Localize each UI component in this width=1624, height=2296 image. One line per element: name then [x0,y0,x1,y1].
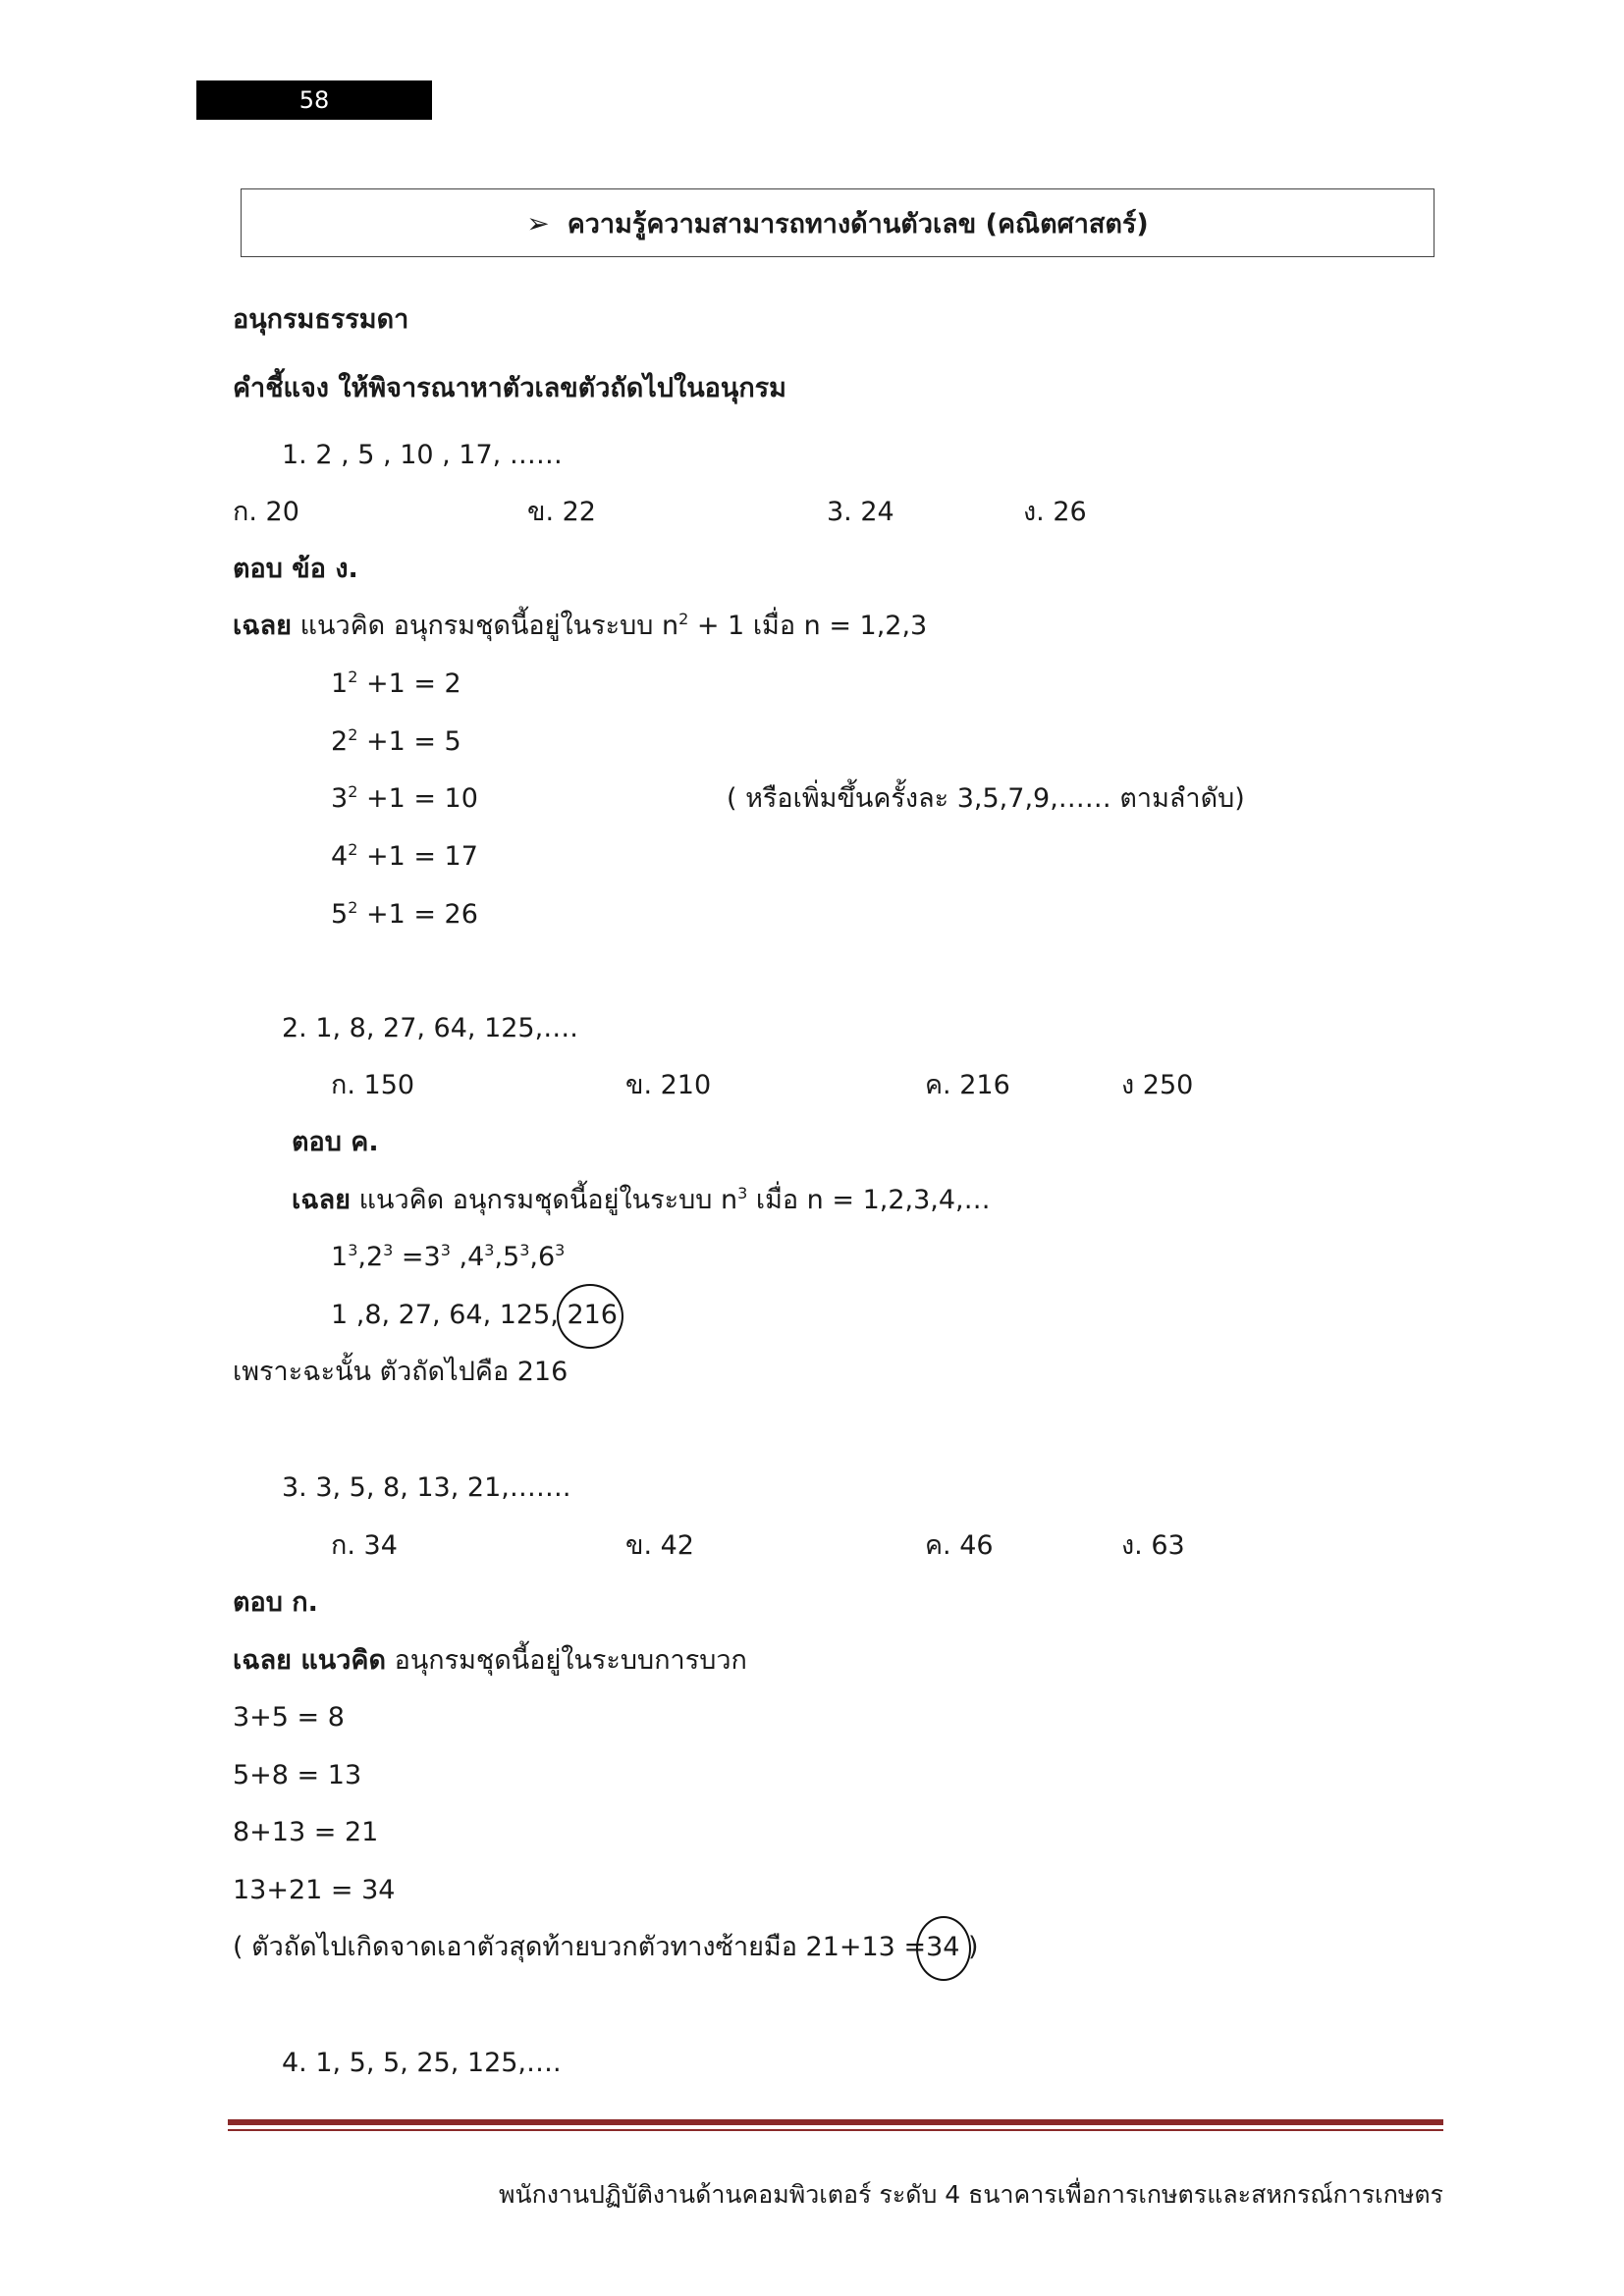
q3-step: 13+21 = 34 [233,1875,396,1905]
q1-choice-a: ก. 20 [233,497,299,527]
q3-note: ( ตัวถัดไปเกิดจาดเอาตัวสุดท้ายบวกตัวทางซ้ายมือ 21+13 =34 ) [233,1930,979,1965]
section-banner [241,188,1435,257]
q1-step: $1^2 +1 = 2$ [331,667,461,699]
q1-question: 1. 2 , 5 , 10 , 17, …… [282,440,563,470]
q1-step: $5^2 +1 = 26$ [331,898,478,930]
q2-conclusion: เพราะฉะนั้น ตัวถัดไปคือ 216 [233,1357,568,1387]
q1-solution-exp: 2 [678,610,689,628]
q1-step: $4^2 +1 = 17$ [331,840,478,872]
q1-note: ( หรือเพิ่มขึ้นครั้งละ 3,5,7,9,…… ตามลำดับ) [727,783,1245,814]
q1-solution-text-a: แนวคิด อนุกรมชุดนี้อยู่ในระบบ n [292,611,679,641]
q2-choice-d: ง 250 [1121,1070,1194,1100]
section-title: อนุกรมธรรมดา [233,304,409,335]
footer-rule-thin [228,2129,1443,2131]
q1-answer: ตอบ ข้อ ง. [233,554,358,584]
q1-solution-label: เฉลย [233,611,292,641]
q1-choice-c: 3. 24 [827,497,894,527]
q2-solution-text-a: แนวคิด อนุกรมชุดนี้อยู่ในระบบ n [351,1185,738,1215]
q3-solution-text: อนุกรมชุดนี้อยู่ในระบบการบวก [386,1645,747,1676]
q3-solution [233,1643,747,1679]
q3-answer: ตอบ ก. [233,1587,318,1618]
q3-choice-c: ค. 46 [925,1530,994,1561]
q3-solution-label: เฉลย แนวคิด [233,1645,387,1676]
q2-question: 2. 1, 8, 27, 64, 125,…. [282,1013,578,1043]
instruction: คำชี้แจง ให้พิจารณาหาตัวเลขตัวถัดไปในอนุกรม [233,373,786,403]
q4-question: 4. 1, 5, 5, 25, 125,…. [282,2048,562,2078]
page-number: 58 [196,80,432,120]
arrow-bullet-icon: ➢ [526,206,550,240]
q2-solution-exp: 3 [737,1184,748,1202]
q3-circled-answer: 34 [926,1930,959,1965]
q2-solution [292,1183,991,1218]
q2-choice-a: ก. 150 [331,1070,415,1100]
q1-step: $3^2 +1 = 10$ [331,782,478,814]
q2-solution-text-b: เมื่อ n = 1,2,3,4,… [747,1185,991,1215]
q3-step: 5+8 = 13 [233,1760,362,1790]
q2-powers: $1^3,2^3 =3^3$ $,4^3,5^3,6^3$ [331,1241,566,1272]
q1-step: $2^2 +1 = 5$ [331,725,461,757]
q3-choice-a: ก. 34 [331,1530,398,1561]
q2-circled-answer: 216 [567,1298,618,1333]
footer-text: พนักงานปฏิบัติงานด้านคอมพิวเตอร์ ระดับ 4 ธนาคารเพื่อการเกษตรและสหกรณ์การเกษตร [499,2180,1443,2209]
q3-choice-d: ง. 63 [1121,1530,1185,1561]
q3-choice-b: ข. 42 [625,1530,694,1561]
q3-question: 3. 3, 5, 8, 13, 21,……. [282,1472,571,1503]
q2-answer: ตอบ ค. [292,1127,379,1157]
q2-solution-label: เฉลย [292,1185,351,1215]
q1-solution-text-b: + 1 เมื่อ n = 1,2,3 [688,611,928,641]
q3-step: 3+5 = 8 [233,1702,345,1733]
q2-choice-b: ข. 210 [625,1070,712,1100]
q2-choice-c: ค. 216 [925,1070,1010,1100]
banner-title: ความรู้ความสามารถทางด้านตัวเลข (คณิตศาสตร์) [567,208,1149,240]
q1-choice-b: ข. 22 [527,497,596,527]
q1-choice-d: ง. 26 [1023,497,1087,527]
q1-solution [233,609,927,644]
q3-step: 8+13 = 21 [233,1817,379,1847]
footer-rule [228,2119,1443,2125]
q2-sequence: 1 ,8, 27, 64, 125, 216 [331,1298,618,1333]
